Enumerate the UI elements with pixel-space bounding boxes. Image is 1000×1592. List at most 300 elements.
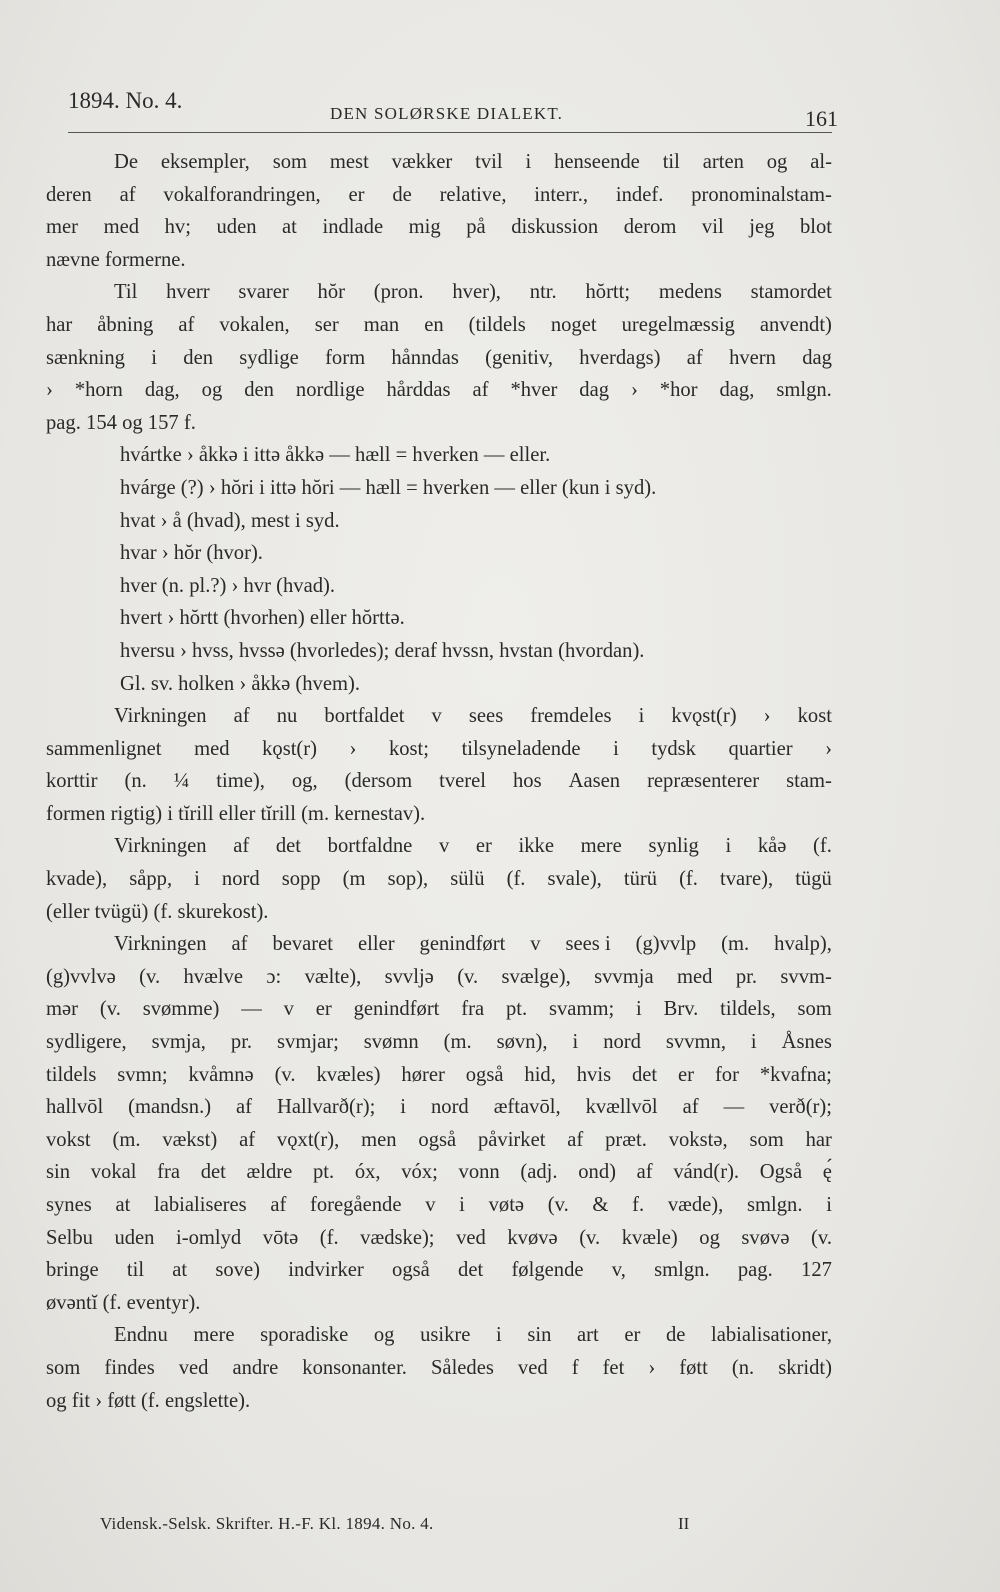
word: vækker <box>391 151 453 173</box>
word: (v. <box>811 1226 832 1249</box>
word: interr., <box>534 183 589 206</box>
word: dag <box>802 346 832 369</box>
word: ved <box>456 1226 486 1249</box>
word: Selbu <box>46 1226 93 1249</box>
word: som <box>46 1356 81 1379</box>
word: sülü <box>450 868 485 891</box>
word: kvæle) <box>621 1226 678 1249</box>
word: på <box>466 216 486 239</box>
body-text <box>46 146 832 1417</box>
word: svamm; <box>548 998 615 1021</box>
word: korttir <box>46 770 98 793</box>
word: v <box>283 998 294 1021</box>
word: stamordet <box>750 281 832 304</box>
word: kvæles) <box>316 1063 381 1086</box>
word: den <box>183 346 213 369</box>
word: pt. <box>505 998 528 1021</box>
word: Således <box>430 1356 494 1379</box>
word: Virkningen <box>114 835 207 858</box>
word: i <box>613 737 619 760</box>
word: ved <box>517 1356 548 1379</box>
word: sydlige <box>239 346 299 369</box>
word: & <box>592 1194 609 1216</box>
text-line <box>46 407 832 440</box>
word: i <box>194 868 200 891</box>
word: ældre <box>246 1161 293 1184</box>
text-line <box>46 961 832 994</box>
word: medens <box>658 281 722 304</box>
word: sop), <box>387 868 429 891</box>
word: genindført <box>419 933 506 956</box>
line-text: hvárge (?) › hŏri i ittə hŏri — hæll = hverken — eller (kun i syd). <box>120 476 657 499</box>
word: også <box>392 1259 430 1282</box>
line-text: (eller tvügü) (f. skurekost). <box>46 900 269 923</box>
word: verð(r); <box>769 1096 832 1119</box>
word: hvalp), <box>774 933 832 956</box>
word: det <box>631 1063 658 1086</box>
word: dag, <box>719 379 755 402</box>
word: af <box>636 1161 653 1184</box>
word: hører <box>401 1063 445 1086</box>
example-line <box>46 635 832 668</box>
word: af <box>233 705 250 728</box>
word: en <box>424 313 444 336</box>
word: indef. <box>615 183 664 206</box>
word: de <box>665 1324 686 1347</box>
word: (v. <box>457 965 479 988</box>
word: hverr <box>166 281 210 304</box>
text-line <box>46 863 832 896</box>
text-line <box>46 1385 832 1418</box>
word: af <box>178 313 195 336</box>
word: vóx; <box>401 1161 438 1184</box>
word: er <box>475 835 492 858</box>
word: blot <box>799 216 832 239</box>
word: af <box>682 1096 699 1119</box>
word: mər <box>46 998 79 1021</box>
word: arten <box>702 151 744 173</box>
word: › <box>630 379 638 402</box>
word: uden <box>114 1226 155 1249</box>
text-line <box>46 309 832 342</box>
word: nord <box>221 868 260 891</box>
word: pr. <box>230 1031 253 1054</box>
word: i <box>400 1096 407 1119</box>
word: pronominalstam- <box>691 183 832 206</box>
word: hos <box>512 770 542 793</box>
word: og <box>699 1226 720 1249</box>
text-line <box>46 342 832 375</box>
word: genindført <box>353 998 440 1021</box>
word: vædske); <box>360 1226 435 1249</box>
word: svvm- <box>780 965 832 988</box>
word: (g)vvlp <box>635 933 697 956</box>
word: det <box>200 1161 226 1184</box>
line-text: hver (n. pl.?) › hvr (hvad). <box>120 574 336 597</box>
word: (g)vvlvə <box>46 965 116 988</box>
word: smlgn. <box>747 1194 803 1216</box>
word: væde), <box>667 1194 724 1216</box>
word: pt. <box>312 1161 335 1184</box>
word: ɔ: <box>266 965 282 988</box>
word: (f. <box>506 868 526 891</box>
word: svvmja <box>594 965 654 988</box>
word: kvællvōl <box>585 1096 658 1119</box>
word: kåə <box>757 835 787 858</box>
word: at <box>115 1194 131 1216</box>
word: hvis <box>576 1063 612 1086</box>
word: türü <box>623 868 658 891</box>
text-line <box>46 1352 832 1385</box>
word: vækst) <box>162 1128 218 1151</box>
word: som <box>272 151 308 173</box>
word: (f. <box>813 835 832 858</box>
word: vokalen, <box>219 313 290 336</box>
word: v <box>438 835 450 858</box>
word: af <box>119 183 136 206</box>
word: kǫst(r) <box>262 737 317 760</box>
word: det <box>458 1259 484 1282</box>
word: mer <box>46 216 79 239</box>
text-line <box>46 765 832 798</box>
word: sin <box>527 1324 552 1347</box>
word: svælge), <box>501 965 571 988</box>
text-line <box>46 1091 832 1124</box>
word: af <box>567 1128 584 1151</box>
word: ser <box>314 313 339 336</box>
word: vil <box>701 216 724 239</box>
word: kvøvə <box>507 1226 558 1249</box>
word: hverdags) <box>579 346 661 369</box>
text-line <box>46 276 832 309</box>
word: Virkningen <box>114 933 207 956</box>
line-text: hvártke › åkkə i ittə åkkə — hæll = hverken — eller. <box>120 444 551 467</box>
word: kvǫst(r) <box>671 705 737 728</box>
word: nu <box>276 705 298 728</box>
word: ¼ <box>173 770 190 793</box>
word: vǫxt(r), <box>276 1128 340 1151</box>
word: andre <box>232 1356 279 1379</box>
word: mere <box>193 1324 235 1347</box>
word: sees <box>468 705 504 728</box>
word: åbning <box>97 313 154 336</box>
word: indvirker <box>288 1259 364 1282</box>
word: (pron. <box>373 281 424 304</box>
text-line <box>46 993 832 1026</box>
word: Hallvarð(r); <box>277 1096 376 1119</box>
word: anvendt) <box>759 313 832 336</box>
word: vokalforandringen, <box>163 183 321 206</box>
text-line <box>46 1059 832 1092</box>
word: óx, <box>354 1161 381 1184</box>
word: og <box>373 1324 395 1347</box>
word: bortfaldne <box>327 835 413 858</box>
word: deren <box>46 183 92 206</box>
line-text: Gl. sv. holken › åkkə (hvem). <box>120 672 361 695</box>
example-line <box>46 570 832 603</box>
word: usikre <box>420 1324 471 1347</box>
word: nord <box>430 1096 469 1119</box>
word: diskussion <box>511 216 599 239</box>
text-line <box>46 733 832 766</box>
text-line <box>46 211 832 244</box>
word: i <box>638 705 645 728</box>
word: svøvə <box>741 1226 790 1249</box>
word: svvmn, <box>665 1031 726 1054</box>
word: er <box>348 183 365 206</box>
word: (v. <box>547 1194 569 1216</box>
word: derom <box>623 216 677 239</box>
word: Til <box>114 281 138 304</box>
word: følgende <box>511 1259 584 1282</box>
word: eksempler, <box>160 151 250 173</box>
word: v <box>530 933 541 956</box>
word: vonn <box>458 1161 500 1184</box>
word: sporadiske <box>260 1324 349 1347</box>
text-line <box>46 244 832 277</box>
word: v <box>431 705 442 728</box>
word: hŏr <box>317 281 345 304</box>
word: er <box>624 1324 641 1347</box>
text-line <box>46 1222 832 1255</box>
word: til <box>662 151 680 173</box>
word: svømme) <box>142 998 220 1021</box>
example-line <box>46 439 832 472</box>
word: art <box>577 1324 599 1347</box>
text-line <box>46 1189 832 1222</box>
word: kost <box>797 705 832 728</box>
word: f <box>571 1356 579 1379</box>
word: vøtə <box>488 1194 525 1216</box>
word: af <box>231 933 248 956</box>
word: af <box>236 1096 253 1119</box>
issue-label: 1894. No. 4. <box>68 88 183 113</box>
line-text: formen rigtig) i tĭrill eller tĭrill (m. kernestav). <box>46 802 426 825</box>
word: (m. <box>112 1128 141 1151</box>
word: sammenlignet <box>46 737 162 760</box>
word: synlig <box>648 835 699 858</box>
word: svmjar; <box>277 1031 339 1054</box>
word: præt. <box>605 1128 647 1151</box>
word: tügü <box>795 868 832 891</box>
word: hallvōl <box>46 1096 104 1119</box>
word: dag <box>579 379 610 402</box>
word: (f. <box>679 868 698 891</box>
line-text: hvat › å (hvad), mest i syd. <box>120 509 340 532</box>
word: Også <box>759 1161 803 1184</box>
word: er <box>315 998 332 1021</box>
word: *kvafna; <box>759 1063 832 1086</box>
word: synes <box>46 1194 92 1216</box>
word: i <box>496 1324 502 1347</box>
word: (m. <box>443 1031 472 1054</box>
word: (n. <box>731 1356 755 1379</box>
word: *horn <box>74 379 123 402</box>
word: fra <box>157 1161 181 1184</box>
word: uregelmæssig <box>621 313 735 336</box>
word: tilsyneladende <box>461 737 581 760</box>
word: al- <box>810 151 832 173</box>
word: hvælve <box>183 965 243 988</box>
word: mig <box>408 216 441 239</box>
word: ntr. <box>529 281 557 304</box>
text-line <box>46 830 832 863</box>
word: i-omlyd <box>176 1226 242 1249</box>
word: Aasen <box>568 770 621 793</box>
word: nordlige <box>295 379 365 402</box>
example-line <box>46 472 832 505</box>
word: kvåmnə <box>188 1063 254 1086</box>
word: svmja, <box>151 1031 206 1054</box>
line-text: hvert › hŏrtt (hvorhen) eller hŏrttə. <box>120 607 405 630</box>
word: sove) <box>215 1259 261 1282</box>
word: jeg <box>749 216 775 239</box>
word: (v. <box>274 1063 296 1086</box>
text-line <box>46 1287 832 1320</box>
word: i <box>151 346 157 369</box>
word: bevaret <box>272 933 334 956</box>
word: svmn; <box>117 1063 168 1086</box>
word: labialisationer, <box>711 1324 832 1347</box>
example-line <box>46 537 832 570</box>
word: tydsk <box>651 737 696 760</box>
word: ved <box>178 1356 209 1379</box>
word: (v. <box>579 1226 601 1249</box>
word: konsonanter. <box>302 1356 407 1379</box>
word: (v. <box>139 965 161 988</box>
line-text: øvəntĭ (f. eventyr). <box>46 1291 201 1314</box>
text-line <box>46 896 832 929</box>
word: › <box>349 737 357 760</box>
text-line <box>46 179 832 212</box>
word: det <box>275 835 302 858</box>
word: › <box>46 379 53 402</box>
word: i <box>572 1031 579 1054</box>
word: repræsenterer <box>647 770 760 793</box>
text-line <box>46 700 832 733</box>
word: (n. <box>124 770 147 793</box>
word: stam- <box>786 770 832 793</box>
word: hver), <box>452 281 501 304</box>
word: nord <box>603 1031 641 1054</box>
word: ę́ <box>822 1161 832 1184</box>
word: indlade <box>322 216 384 239</box>
word: dag, <box>144 379 180 402</box>
text-line <box>46 1156 832 1189</box>
word: — <box>241 998 262 1021</box>
running-title: DEN SOLØRSKE DIALEKT. <box>330 104 564 123</box>
word: fremdeles <box>530 705 612 728</box>
word: i <box>459 1194 465 1216</box>
word: tvil <box>475 151 503 173</box>
word: med <box>194 737 230 760</box>
word: og <box>201 379 223 402</box>
word: eller <box>357 933 395 956</box>
word: › <box>648 1356 656 1379</box>
example-line <box>46 668 832 701</box>
word: som <box>797 998 832 1021</box>
word: skridt) <box>778 1356 832 1379</box>
word: henseende <box>554 151 640 173</box>
word: sænkning <box>46 346 125 369</box>
text-line <box>46 374 832 407</box>
word: bringe <box>46 1259 99 1282</box>
word: som <box>749 1128 784 1151</box>
line-text: og fit › føtt (f. engslette). <box>46 1389 251 1412</box>
word: relative, <box>439 183 507 206</box>
word: og <box>766 151 788 173</box>
word: hŏrtt; <box>585 281 631 304</box>
word: sees i <box>565 933 611 956</box>
word: (dersom <box>344 770 413 793</box>
footer-sheet-number: II <box>678 1514 690 1533</box>
word: pr. <box>735 965 758 988</box>
word: › <box>825 737 832 760</box>
word: tildels, <box>720 998 776 1021</box>
word: i <box>636 998 642 1021</box>
word: (m. <box>721 933 750 956</box>
word: såpp, <box>129 868 173 891</box>
word: *hor <box>659 379 698 402</box>
word: hid, <box>524 1063 556 1086</box>
word: også <box>418 1128 457 1151</box>
word: for <box>714 1063 739 1086</box>
text-line <box>46 1026 832 1059</box>
word: kvade), <box>46 868 108 891</box>
word: vokstə, <box>668 1128 728 1151</box>
word: vokal <box>90 1161 137 1184</box>
word: foregående <box>310 1194 402 1216</box>
line-text: hversu › hvss, hvssə (hvorledes); deraf hvssn, hvstan (hvordan). <box>120 639 645 662</box>
word: tildels <box>46 1063 97 1086</box>
line-text: pag. 154 og 157 f. <box>46 411 196 434</box>
word: quartier <box>728 737 793 760</box>
word: i <box>725 835 732 858</box>
word: påvirket <box>477 1128 546 1151</box>
word: svvljə <box>384 965 434 988</box>
word: føtt <box>679 1356 708 1379</box>
example-line <box>46 505 832 538</box>
word: æftavōl, <box>493 1096 561 1119</box>
page-number: 161 <box>805 106 838 131</box>
word: f. <box>632 1194 645 1216</box>
word: fet <box>602 1356 625 1379</box>
text-line <box>46 798 832 831</box>
word: kost; <box>388 737 430 760</box>
word: ikke <box>518 835 554 858</box>
word: vánd(r). <box>673 1161 740 1184</box>
word: De <box>114 151 139 173</box>
word: af <box>270 1194 287 1216</box>
word: (v. <box>99 998 121 1021</box>
word: den <box>244 379 274 402</box>
word: man <box>363 313 400 336</box>
word: til <box>126 1259 145 1282</box>
word: har <box>805 1128 832 1151</box>
word: svømn <box>363 1031 419 1054</box>
text-line <box>46 1254 832 1287</box>
word: svarer <box>238 281 289 304</box>
text-line <box>46 928 832 961</box>
word: er <box>678 1063 695 1086</box>
word: pag. <box>737 1259 773 1282</box>
word: (m <box>342 868 366 891</box>
word: at <box>282 216 297 239</box>
word: findes <box>104 1356 155 1379</box>
word: v, <box>611 1259 626 1282</box>
word: (f. <box>319 1226 339 1249</box>
word: af <box>472 379 489 402</box>
